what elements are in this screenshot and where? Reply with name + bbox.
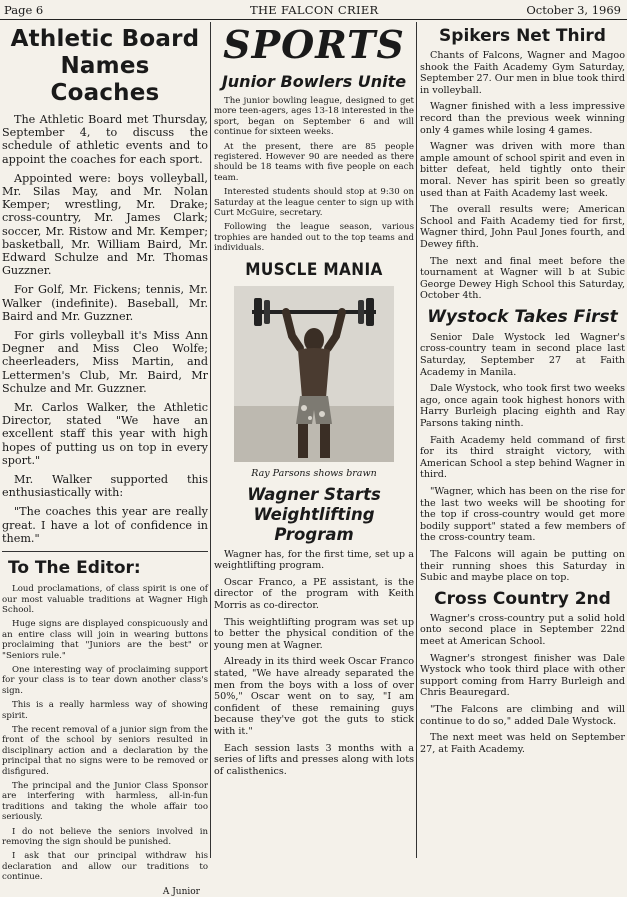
article-paragraph: Already in its third week Oscar Franco stated, "We have already separated the men from the boys with a loss of over 50%," Oscar went on to say, "I am confident of these remaining guys because they've got the guts to stick with it." <box>214 656 414 737</box>
issue-date: October 3, 1969 <box>526 3 621 17</box>
article-paragraph: Wagner has, for the first time, set up a weightlifting program. <box>214 548 414 572</box>
article-paragraph: Wagner's strongest finisher was Dale Wystock who took third place with other support coming from Harry Burleigh and Chris Beauregard. <box>420 652 625 699</box>
article-athletic-board <box>2 113 208 545</box>
article-headline-spikers: Spikers Net Third <box>439 26 606 46</box>
article-paragraph: Dale Wystock, who took first two weeks ago, once again took highest honors with Harry Burleigh placing eighth and Ray Parsons taking ninth. <box>420 383 625 430</box>
article-headline-junior-bowlers: Junior Bowlers Unite <box>221 72 407 91</box>
page-number: Page 6 <box>4 3 44 17</box>
letter-paragraph: One interesting way of proclaiming support for your class is to tear down another class's sign. <box>2 664 208 696</box>
article-paragraph: Mr. Carlos Walker, the Athletic Director, stated "We have an excellent staff this year with high hopes of putting us on top in every sport." <box>2 401 208 467</box>
letter-paragraph: I ask that our principal withdraw his declaration and allow our traditions to continue. <box>2 851 208 883</box>
photo-caption: Ray Parsons shows brawn <box>251 467 377 479</box>
article-paragraph: "The coaches this year are really great. I have a lot of confidence in them." <box>2 505 208 545</box>
column-right <box>420 22 625 760</box>
photo-headline-muscle-mania: MUSCLE MANIA <box>245 259 383 280</box>
column-left <box>2 22 208 897</box>
letter-paragraph: This is a really harmless way of showing spirit. <box>2 700 208 721</box>
newspaper-name: THE FALCON CRIER <box>250 3 379 17</box>
article-paragraph: Faith Academy held command of first for its third straight victory, with American School a step behind Wagner in third. <box>420 434 625 481</box>
article-paragraph: "Wagner, which has been on the rise for the last two weeks will be shooting for the top if cross-country would get more bodily support" stated a few members of the cross-country team. <box>420 486 625 544</box>
article-paragraph: The junior bowling league, designed to get more teen-agers, ages 13-18 interested in the sport, began on September 6 and will continue for sixteen weeks. <box>214 96 414 138</box>
letter-paragraph: The principal and the Junior Class Sponsor are interfering with harmless, all-in-fun traditions and taking the whole affair too seriously. <box>2 781 208 823</box>
article-headline-weightlifting: Wagner Starts Weightlifting Program <box>247 484 381 544</box>
article-paragraph: The Athletic Board met Thursday, September 4, to discuss the schedule of athletic events and to appoint the coaches for each sport. <box>2 113 208 166</box>
article-paragraph: For Golf, Mr. Fickens; tennis, Mr. Walker (indefinite). Baseball, Mr. Baird and Mr. Guzzner. <box>2 283 208 323</box>
article-paragraph: The next and final meet before the tournament at Wagner will b at Subic George Dewey High School this Saturday, October 4th. <box>420 255 625 302</box>
article-weightlifting <box>214 549 414 778</box>
letter-paragraph: Huge signs are displayed conspicuously and an entire class will join in wearing buttons proclaiming that "Juniors are the best" or "Seniors rule." <box>2 619 208 661</box>
article-paragraph: "The Falcons are climbing and will continue to do so," added Dale Wystock. <box>420 703 625 727</box>
letter-paragraph: I do not believe the seniors involved in removing the sign should be punished. <box>2 826 208 848</box>
masthead <box>0 0 627 20</box>
article-paragraph: Each session lasts 3 months with a series of lifts and presses along with lots of calisthenics. <box>214 742 414 777</box>
article-paragraph: Oscar Franco, a PE assistant, is the director of the program with Keith Morris as co-director. <box>214 576 414 612</box>
letter-paragraph: Loud proclamations, of class spirit is one of our most valuable traditions at Wagner High School. <box>2 584 208 615</box>
article-spikers <box>420 50 625 302</box>
column-divider <box>416 22 417 858</box>
letter-paragraph: The recent removal of a junior sign from the front of the school by seniors resulted in disciplinary action and a declaration by the principal that no signs were to be removed or disfigured. <box>2 724 208 777</box>
article-paragraph: The next meet was held on September 27, at Faith Academy. <box>420 732 625 755</box>
article-paragraph: This weightlifting program was set up to better the physical condition of the young men at Wagner. <box>214 616 414 651</box>
section-divider <box>2 551 208 552</box>
letter-to-the-editor <box>2 584 208 897</box>
article-paragraph: Interested students should stop at 9:30 on Saturday at the league center to sign up with Curt McGuire, secretary. <box>214 187 414 219</box>
article-headline-athletic-board: Athletic Board Names Coaches <box>10 26 200 106</box>
section-title-sports: SPORTS <box>223 22 405 67</box>
article-paragraph: Wagner's cross-country put a solid hold onto second place in September 22nd meet at American School. <box>420 612 625 647</box>
article-paragraph: Senior Dale Wystock led Wagner's cross-country team in second place last Saturday, September 27 at Faith Academy in Manila. <box>420 331 625 378</box>
article-paragraph: The Falcons will again be putting on their running shoes this Saturday in Subic and maybe place on top. <box>420 548 625 584</box>
article-cross-country <box>420 613 625 756</box>
article-paragraph: Wagner finished with a less impressive record than the previous week winning only 4 games while losing 4 games. <box>420 101 625 136</box>
column-divider <box>210 22 211 858</box>
article-paragraph: Following the league season, various trophies are handed out to the top teams and individuals. <box>214 222 414 254</box>
article-paragraph: The overall results were; American School and Faith Academy tied for first, Wagner third, John Paul Jones fourth, and Dewey fifth. <box>420 204 625 250</box>
column-center <box>214 22 414 782</box>
article-junior-bowlers <box>214 96 414 254</box>
article-headline-cross-country: Cross Country 2nd <box>434 588 611 609</box>
letter-signoff: A Junior <box>162 886 200 897</box>
article-paragraph: Wagner was driven with more than ample amount of school spirit and even in bitter defeat, held tightly onto their moral. Never has spirit been so greatly used than at Faith Academy last week. <box>420 141 625 199</box>
article-wystock <box>420 332 625 584</box>
article-paragraph: Appointed were: boys volleyball, Mr. Silas May, and Mr. Nolan Kemper; wrestling, Mr. Drake; cross-country, Mr. James Clark; soccer, Mr. Ristow and Mr. Kemper; basketball, Mr. William Baird, Mr. Edward Schulze and Mr. Thomas Guzzner. <box>2 171 208 278</box>
article-paragraph: At the present, there are 85 people registered. However 90 are needed as there should be 18 teams with five people on each team. <box>214 141 414 183</box>
article-headline-to-the-editor: To The Editor: <box>8 558 141 579</box>
article-paragraph: Chants of Falcons, Wagner and Magoo shook the Faith Academy Gym Saturday, September 27. Our men in blue took third in volleyball. <box>420 50 625 96</box>
weightlifter-photo <box>234 286 394 462</box>
article-paragraph: For girls volleyball it's Miss Ann Degner and Miss Cleo Wolfe; cheerleaders, Miss Martin, and Lettermen's Club, Mr. Baird, Mr Schulze and Mr. Guzzner. <box>2 329 208 395</box>
article-paragraph: Mr. Walker supported this enthusiastically with: <box>2 473 208 500</box>
article-headline-wystock: Wystock Takes First <box>427 306 618 327</box>
